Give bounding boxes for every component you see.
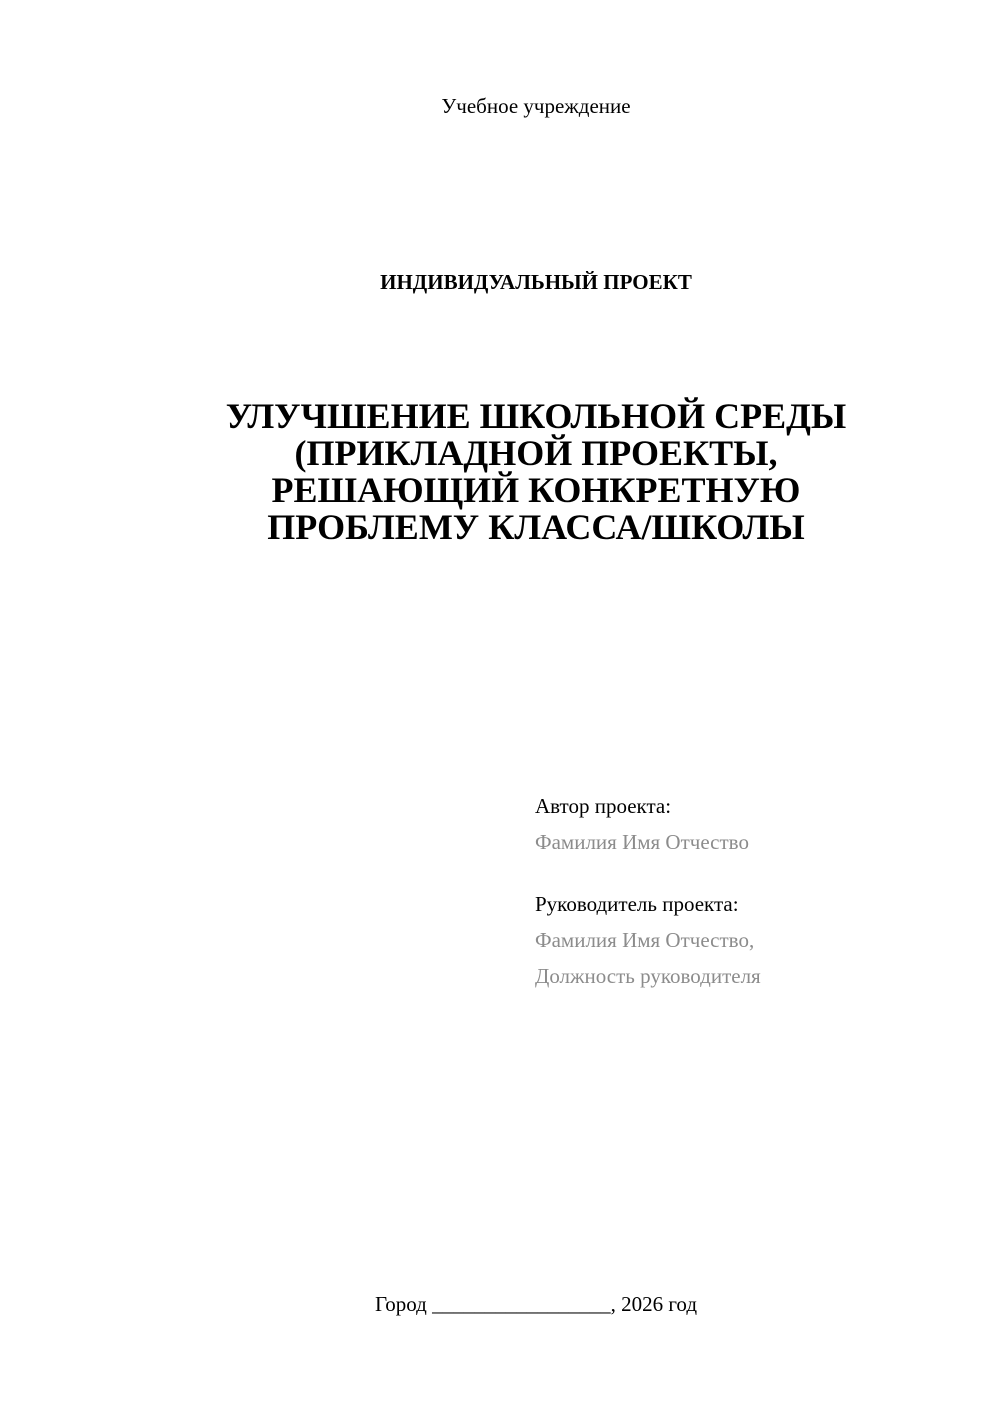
project-title-line: ПРОБЛЕМУ КЛАССА/ШКОЛЫ (267, 507, 805, 547)
project-title-line: УЛУЧШЕНИЕ ШКОЛЬНОЙ СРЕДЫ (225, 396, 847, 436)
footer-city-blank: _________________ (432, 1292, 611, 1316)
supervisor-label: Руководитель проекта: (535, 892, 739, 916)
author-info-block (535, 788, 975, 994)
project-title (170, 398, 902, 546)
institution-name: Учебное учреждение (441, 94, 631, 118)
block-spacer (535, 860, 975, 886)
city-year-footer (0, 1290, 1000, 1318)
project-title-line: РЕШАЮЩИЙ КОНКРЕТНУЮ (271, 470, 801, 510)
project-title-line: (ПРИКЛАДНОЙ ПРОЕКТЫ, (294, 433, 778, 473)
supervisor-position-placeholder: Должность руководителя (535, 964, 761, 988)
footer-city: Город (374, 1292, 427, 1316)
author-label: Автор проекта: (535, 794, 672, 818)
footer-year: , 2026 год (610, 1292, 698, 1316)
supervisor-name-placeholder: Фамилия Имя Отчество, (535, 928, 755, 952)
author-name-placeholder: Фамилия Имя Отчество (535, 830, 749, 854)
project-type-heading: ИНДИВИДУАЛЬНЫЙ ПРОЕКТ (380, 270, 692, 294)
